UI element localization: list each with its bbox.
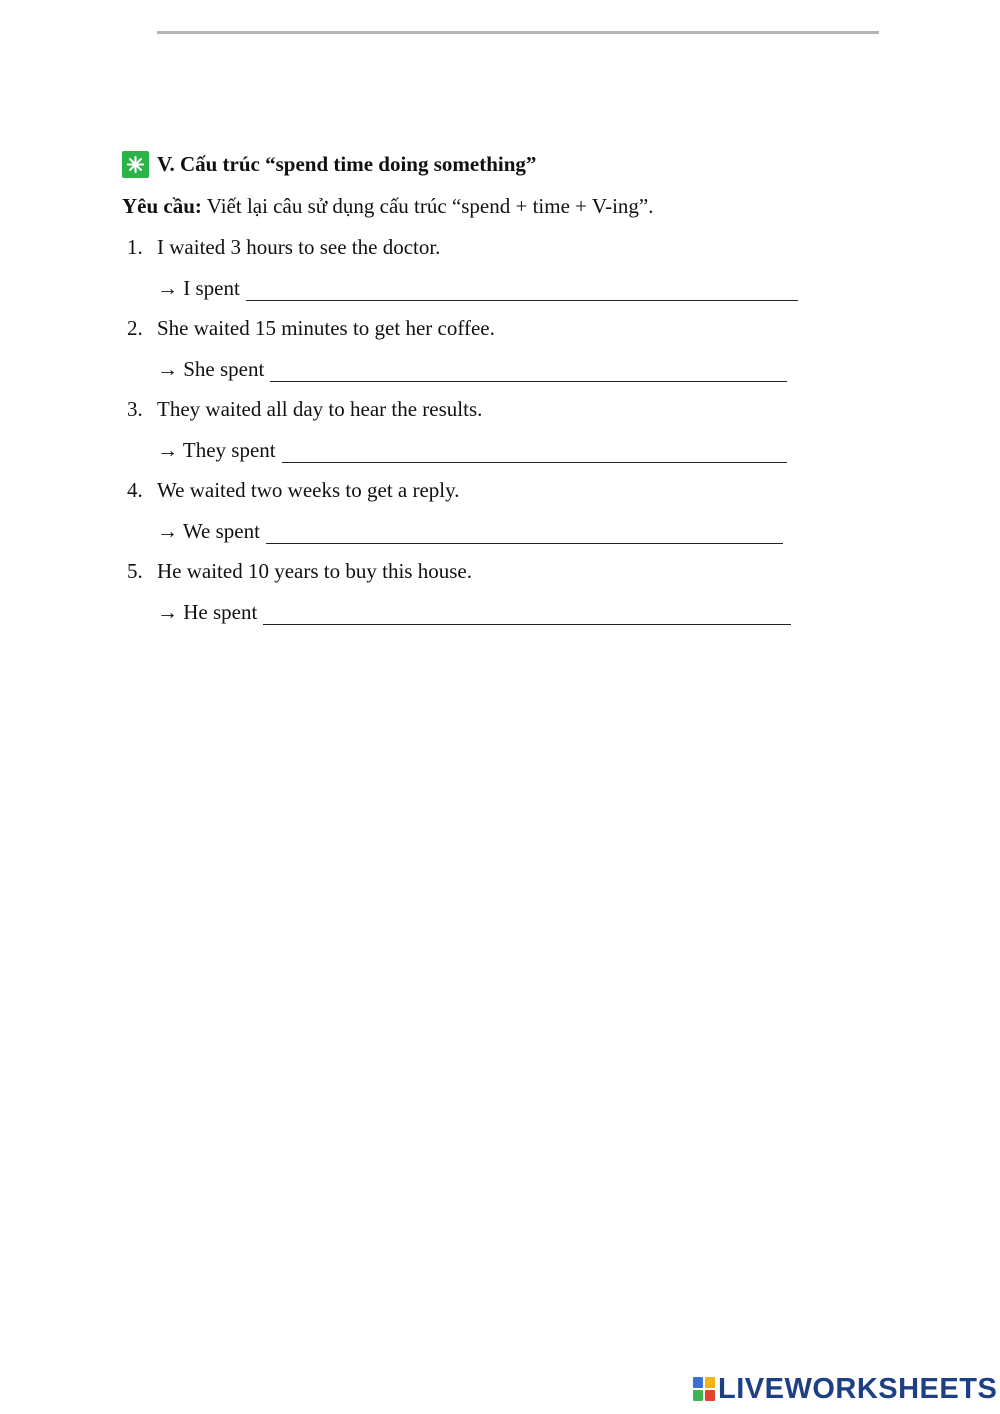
question-number: 3. <box>127 397 143 421</box>
instruction <box>122 194 654 219</box>
answer-row-5 <box>157 600 791 625</box>
answer-blank-5[interactable] <box>263 602 791 625</box>
liveworksheets-logo <box>693 1374 997 1404</box>
top-divider <box>157 31 879 34</box>
question-number: 4. <box>127 478 143 502</box>
question-1 <box>127 235 440 260</box>
answer-row-3 <box>157 438 787 463</box>
question-sentence: She waited 15 minutes to get her coffee. <box>157 316 495 340</box>
question-number: 2. <box>127 316 143 340</box>
answer-prompt: → We spent <box>157 519 260 543</box>
green-star-icon <box>122 151 149 178</box>
answer-row-2 <box>157 357 787 382</box>
answer-row-4 <box>157 519 783 544</box>
question-4 <box>127 478 460 503</box>
question-5 <box>127 559 472 584</box>
question-2 <box>127 316 495 341</box>
answer-prompt: → I spent <box>157 276 240 300</box>
answer-prompt: → She spent <box>157 357 265 381</box>
answer-row-1 <box>157 276 798 301</box>
question-sentence: I waited 3 hours to see the doctor. <box>157 235 441 259</box>
answer-prompt: → They spent <box>157 438 276 462</box>
answer-blank-3[interactable] <box>282 440 787 463</box>
logo-text: LIVEWORKSHEETS <box>718 1372 998 1405</box>
question-number: 1. <box>127 235 143 259</box>
logo-squares-icon <box>693 1377 715 1401</box>
question-3 <box>127 397 482 422</box>
instruction-text: Viết lại câu sử dụng cấu trúc “spend + time + V-ing”. <box>206 194 654 218</box>
question-sentence: We waited two weeks to get a reply. <box>157 478 460 502</box>
answer-blank-4[interactable] <box>266 521 783 544</box>
question-number: 5. <box>127 559 143 583</box>
section-title: V. Cấu trúc “spend time doing something” <box>157 151 537 176</box>
answer-prompt: → He spent <box>157 600 258 624</box>
instruction-label: Yêu cầu: <box>122 194 202 218</box>
question-sentence: He waited 10 years to buy this house. <box>157 559 472 583</box>
question-sentence: They waited all day to hear the results. <box>157 397 483 421</box>
section-heading <box>122 150 536 178</box>
answer-blank-1[interactable] <box>246 278 798 301</box>
answer-blank-2[interactable] <box>270 359 787 382</box>
